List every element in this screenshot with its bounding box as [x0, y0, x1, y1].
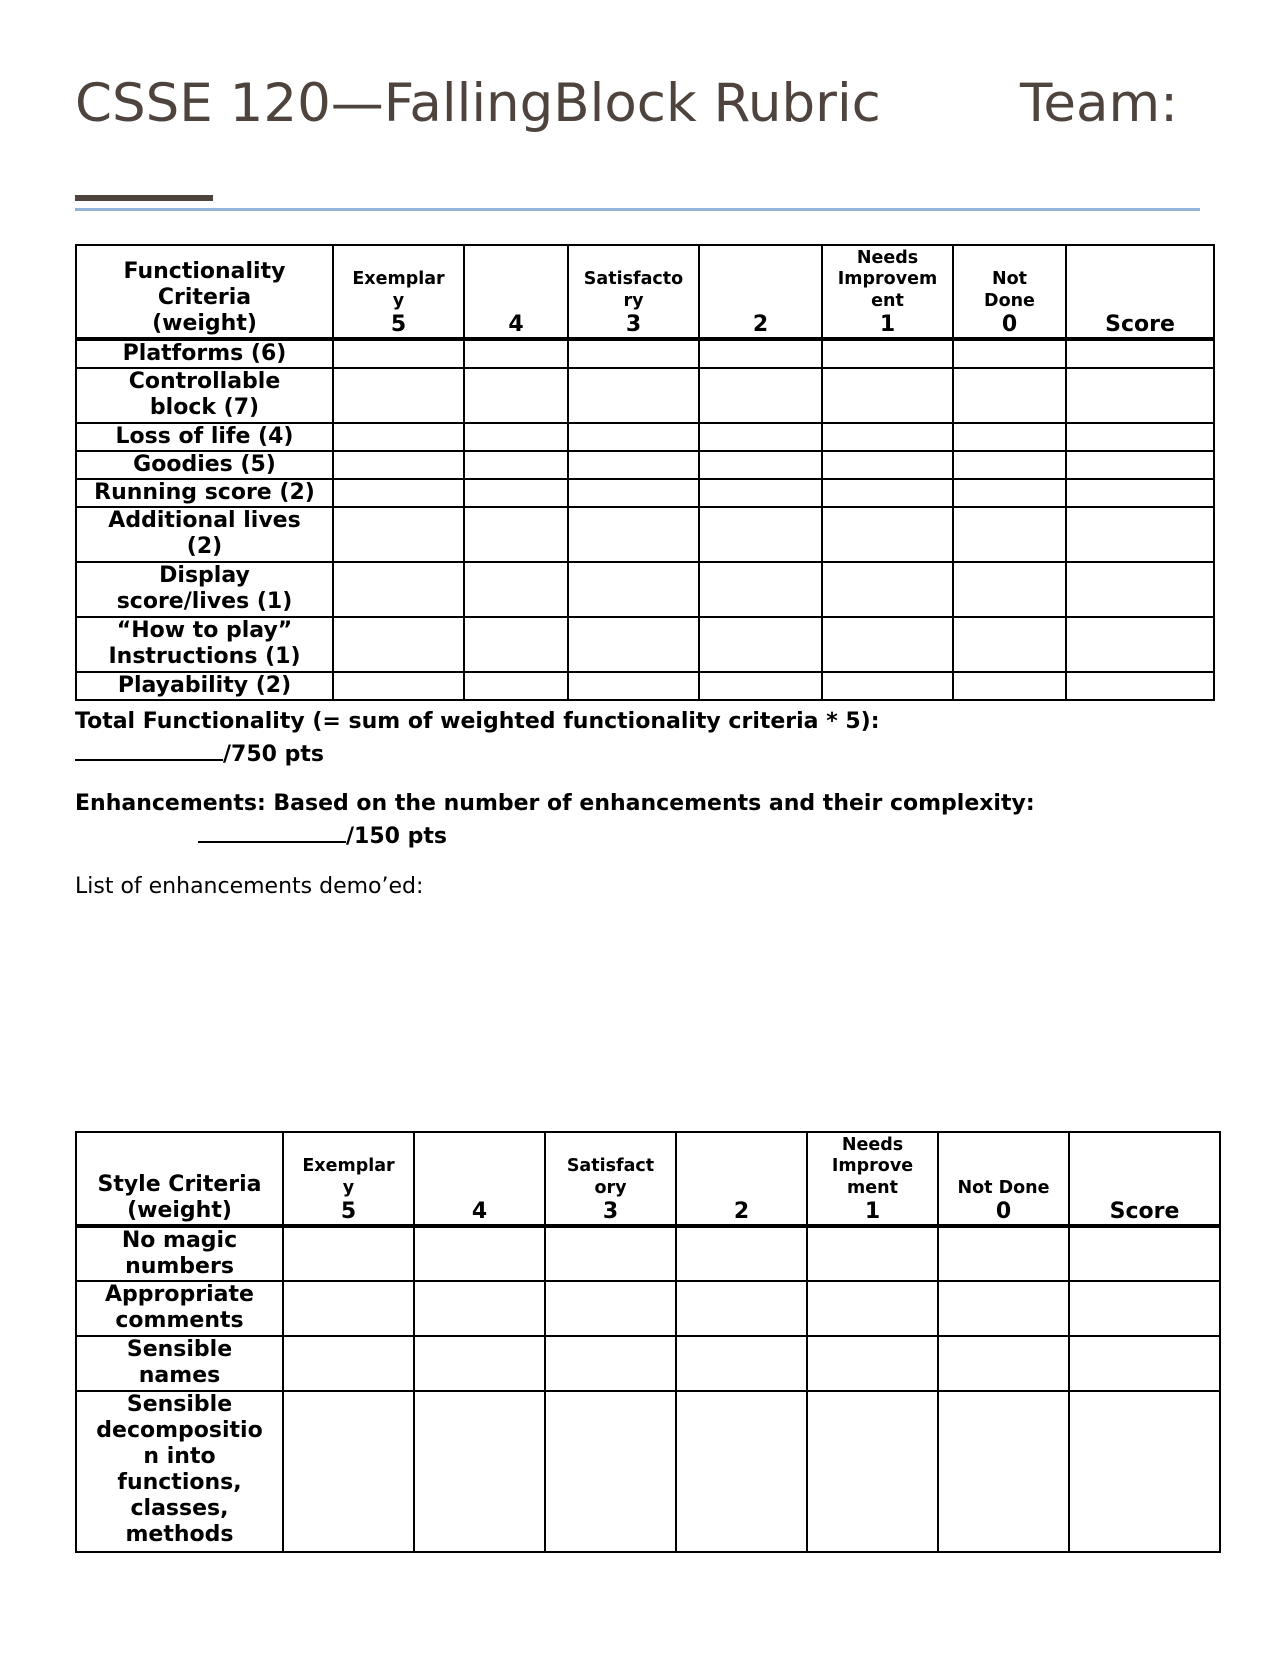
score-header: Score [1066, 245, 1214, 339]
team-name-blank[interactable] [75, 195, 213, 201]
score-cell[interactable] [464, 672, 568, 700]
page-title: CSSE 120—FallingBlock Rubric [75, 73, 881, 134]
table-row [76, 507, 1214, 562]
table-row [76, 339, 1214, 368]
score-cell[interactable] [333, 617, 464, 672]
table-row [76, 1281, 1220, 1336]
score-total-cell[interactable] [1066, 423, 1214, 451]
score-total-cell[interactable] [1066, 672, 1214, 700]
criterion-goodies: Goodies (5) [76, 451, 333, 479]
score-cell[interactable] [822, 451, 953, 479]
score-cell[interactable] [676, 1391, 807, 1552]
score-cell[interactable] [333, 339, 464, 368]
exemplary-header: Exemplar y 5 [333, 245, 464, 339]
score-cell[interactable] [699, 423, 822, 451]
score-total-cell[interactable] [1066, 507, 1214, 562]
score-cell[interactable] [953, 339, 1066, 368]
criterion-platforms: Platforms (6) [76, 339, 333, 368]
score-cell[interactable] [822, 617, 953, 672]
score-cell[interactable] [568, 562, 699, 617]
score-cell[interactable] [953, 672, 1066, 700]
table-row [76, 368, 1214, 423]
criterion-controllable-block: Controllable block (7) [76, 368, 333, 423]
score-cell[interactable] [333, 507, 464, 562]
score-cell[interactable] [568, 451, 699, 479]
score-cell[interactable] [464, 507, 568, 562]
score-cell[interactable] [333, 451, 464, 479]
score-cell[interactable] [568, 479, 699, 507]
score-cell[interactable] [568, 339, 699, 368]
not-done-header: Not Done 0 [938, 1132, 1069, 1226]
score-total-cell[interactable] [1069, 1226, 1220, 1281]
score-total-cell[interactable] [1066, 479, 1214, 507]
score-cell[interactable] [938, 1281, 1069, 1336]
style-header-row [76, 1132, 1220, 1226]
enhancements-pts: /150 pts [346, 824, 447, 849]
team-label: Team: [1020, 73, 1178, 134]
score-cell[interactable] [545, 1226, 676, 1281]
score-total-cell[interactable] [1066, 562, 1214, 617]
style-rubric-table [75, 1131, 1221, 1553]
table-row [76, 617, 1214, 672]
score-cell[interactable] [807, 1226, 938, 1281]
score-cell[interactable] [938, 1226, 1069, 1281]
criterion-sensible-decomposition: Sensible decompositio n into functions, classes, methods [76, 1391, 283, 1552]
score-cell[interactable] [822, 339, 953, 368]
score-cell[interactable] [807, 1391, 938, 1552]
score-cell[interactable] [545, 1336, 676, 1391]
score-cell[interactable] [464, 423, 568, 451]
score-cell[interactable] [333, 368, 464, 423]
criterion-additional-lives: Additional lives (2) [76, 507, 333, 562]
score-cell[interactable] [464, 368, 568, 423]
score-cell[interactable] [699, 451, 822, 479]
score-cell[interactable] [414, 1226, 545, 1281]
level-4-header: 4 [464, 245, 568, 339]
criterion-playability: Playability (2) [76, 672, 333, 700]
score-cell[interactable] [464, 451, 568, 479]
score-header: Score [1069, 1132, 1220, 1226]
score-cell[interactable] [938, 1336, 1069, 1391]
enhancements-label: Enhancements: Based on the number of enhancements and their complexity: [75, 791, 1035, 816]
needs-improvement-header: Needs Improve ment 1 [807, 1132, 938, 1226]
level-2-header: 2 [676, 1132, 807, 1226]
table-row [76, 479, 1214, 507]
enhancements-list-label: List of enhancements demo’ed: [75, 874, 424, 899]
score-cell[interactable] [464, 617, 568, 672]
score-cell[interactable] [953, 507, 1066, 562]
not-done-header: Not Done 0 [953, 245, 1066, 339]
functionality-criteria-header: Functionality Criteria (weight) [76, 245, 333, 339]
score-total-cell[interactable] [1069, 1336, 1220, 1391]
score-cell[interactable] [699, 672, 822, 700]
score-cell[interactable] [822, 368, 953, 423]
criterion-running-score: Running score (2) [76, 479, 333, 507]
score-cell[interactable] [333, 562, 464, 617]
score-cell[interactable] [414, 1336, 545, 1391]
table-row [76, 1391, 1220, 1552]
score-cell[interactable] [568, 368, 699, 423]
criterion-appropriate-comments: Appropriate comments [76, 1281, 283, 1336]
style-criteria-header: Style Criteria (weight) [76, 1132, 283, 1226]
level-4-header: 4 [414, 1132, 545, 1226]
level-2-header: 2 [699, 245, 822, 339]
exemplary-header: Exemplar y 5 [283, 1132, 414, 1226]
total-functionality [75, 707, 880, 770]
score-cell[interactable] [568, 672, 699, 700]
score-cell[interactable] [822, 507, 953, 562]
criterion-how-to-play: “How to play” Instructions (1) [76, 617, 333, 672]
score-cell[interactable] [545, 1281, 676, 1336]
table-row [76, 1226, 1220, 1281]
score-cell[interactable] [545, 1391, 676, 1552]
score-cell[interactable] [283, 1281, 414, 1336]
score-cell[interactable] [464, 339, 568, 368]
score-total-cell[interactable] [1066, 368, 1214, 423]
score-cell[interactable] [953, 562, 1066, 617]
score-cell[interactable] [953, 617, 1066, 672]
score-cell[interactable] [699, 368, 822, 423]
score-cell[interactable] [676, 1226, 807, 1281]
score-cell[interactable] [676, 1336, 807, 1391]
score-cell[interactable] [807, 1281, 938, 1336]
score-cell[interactable] [333, 423, 464, 451]
score-cell[interactable] [676, 1281, 807, 1336]
score-cell[interactable] [414, 1281, 545, 1336]
score-cell[interactable] [938, 1391, 1069, 1552]
functionality-header-row [76, 245, 1214, 339]
score-cell[interactable] [464, 562, 568, 617]
score-cell[interactable] [568, 507, 699, 562]
page-header [75, 74, 1200, 134]
criterion-loss-of-life: Loss of life (4) [76, 423, 333, 451]
score-cell[interactable] [568, 617, 699, 672]
score-cell[interactable] [953, 451, 1066, 479]
total-functionality-blank[interactable] [75, 737, 223, 761]
score-total-cell[interactable] [1069, 1391, 1220, 1552]
total-functionality-label: Total Functionality (= sum of weighted functionality criteria * 5): [75, 709, 880, 734]
table-row [76, 451, 1214, 479]
enhancements-blank[interactable] [198, 819, 346, 843]
functionality-rubric-table [75, 244, 1215, 701]
score-cell[interactable] [699, 507, 822, 562]
score-cell[interactable] [464, 479, 568, 507]
score-cell[interactable] [953, 423, 1066, 451]
score-total-cell[interactable] [1066, 617, 1214, 672]
score-cell[interactable] [953, 368, 1066, 423]
score-cell[interactable] [822, 479, 953, 507]
score-cell[interactable] [699, 339, 822, 368]
score-cell[interactable] [822, 562, 953, 617]
score-cell[interactable] [822, 672, 953, 700]
score-total-cell[interactable] [1066, 339, 1214, 368]
score-cell[interactable] [333, 479, 464, 507]
score-cell[interactable] [283, 1336, 414, 1391]
table-row [76, 1336, 1220, 1391]
score-cell[interactable] [699, 479, 822, 507]
table-row [76, 672, 1214, 700]
score-cell[interactable] [807, 1336, 938, 1391]
score-cell[interactable] [333, 672, 464, 700]
score-total-cell[interactable] [1069, 1281, 1220, 1336]
score-cell[interactable] [699, 562, 822, 617]
score-cell[interactable] [568, 423, 699, 451]
criterion-no-magic-numbers: No magic numbers [76, 1226, 283, 1281]
criterion-display-score-lives: Display score/lives (1) [76, 562, 333, 617]
total-functionality-pts: /750 pts [223, 742, 324, 767]
score-cell[interactable] [283, 1226, 414, 1281]
score-cell[interactable] [699, 617, 822, 672]
score-cell[interactable] [953, 479, 1066, 507]
score-cell[interactable] [822, 423, 953, 451]
score-cell[interactable] [283, 1391, 414, 1552]
satisfactory-header: Satisfacto ry 3 [568, 245, 699, 339]
table-row [76, 562, 1214, 617]
score-cell[interactable] [414, 1391, 545, 1552]
header-rule [75, 208, 1200, 211]
score-total-cell[interactable] [1066, 451, 1214, 479]
criterion-sensible-names: Sensible names [76, 1336, 283, 1391]
satisfactory-header: Satisfact ory 3 [545, 1132, 676, 1226]
table-row [76, 423, 1214, 451]
enhancements [75, 789, 1035, 852]
needs-improvement-header: Needs Improvem ent 1 [822, 245, 953, 339]
